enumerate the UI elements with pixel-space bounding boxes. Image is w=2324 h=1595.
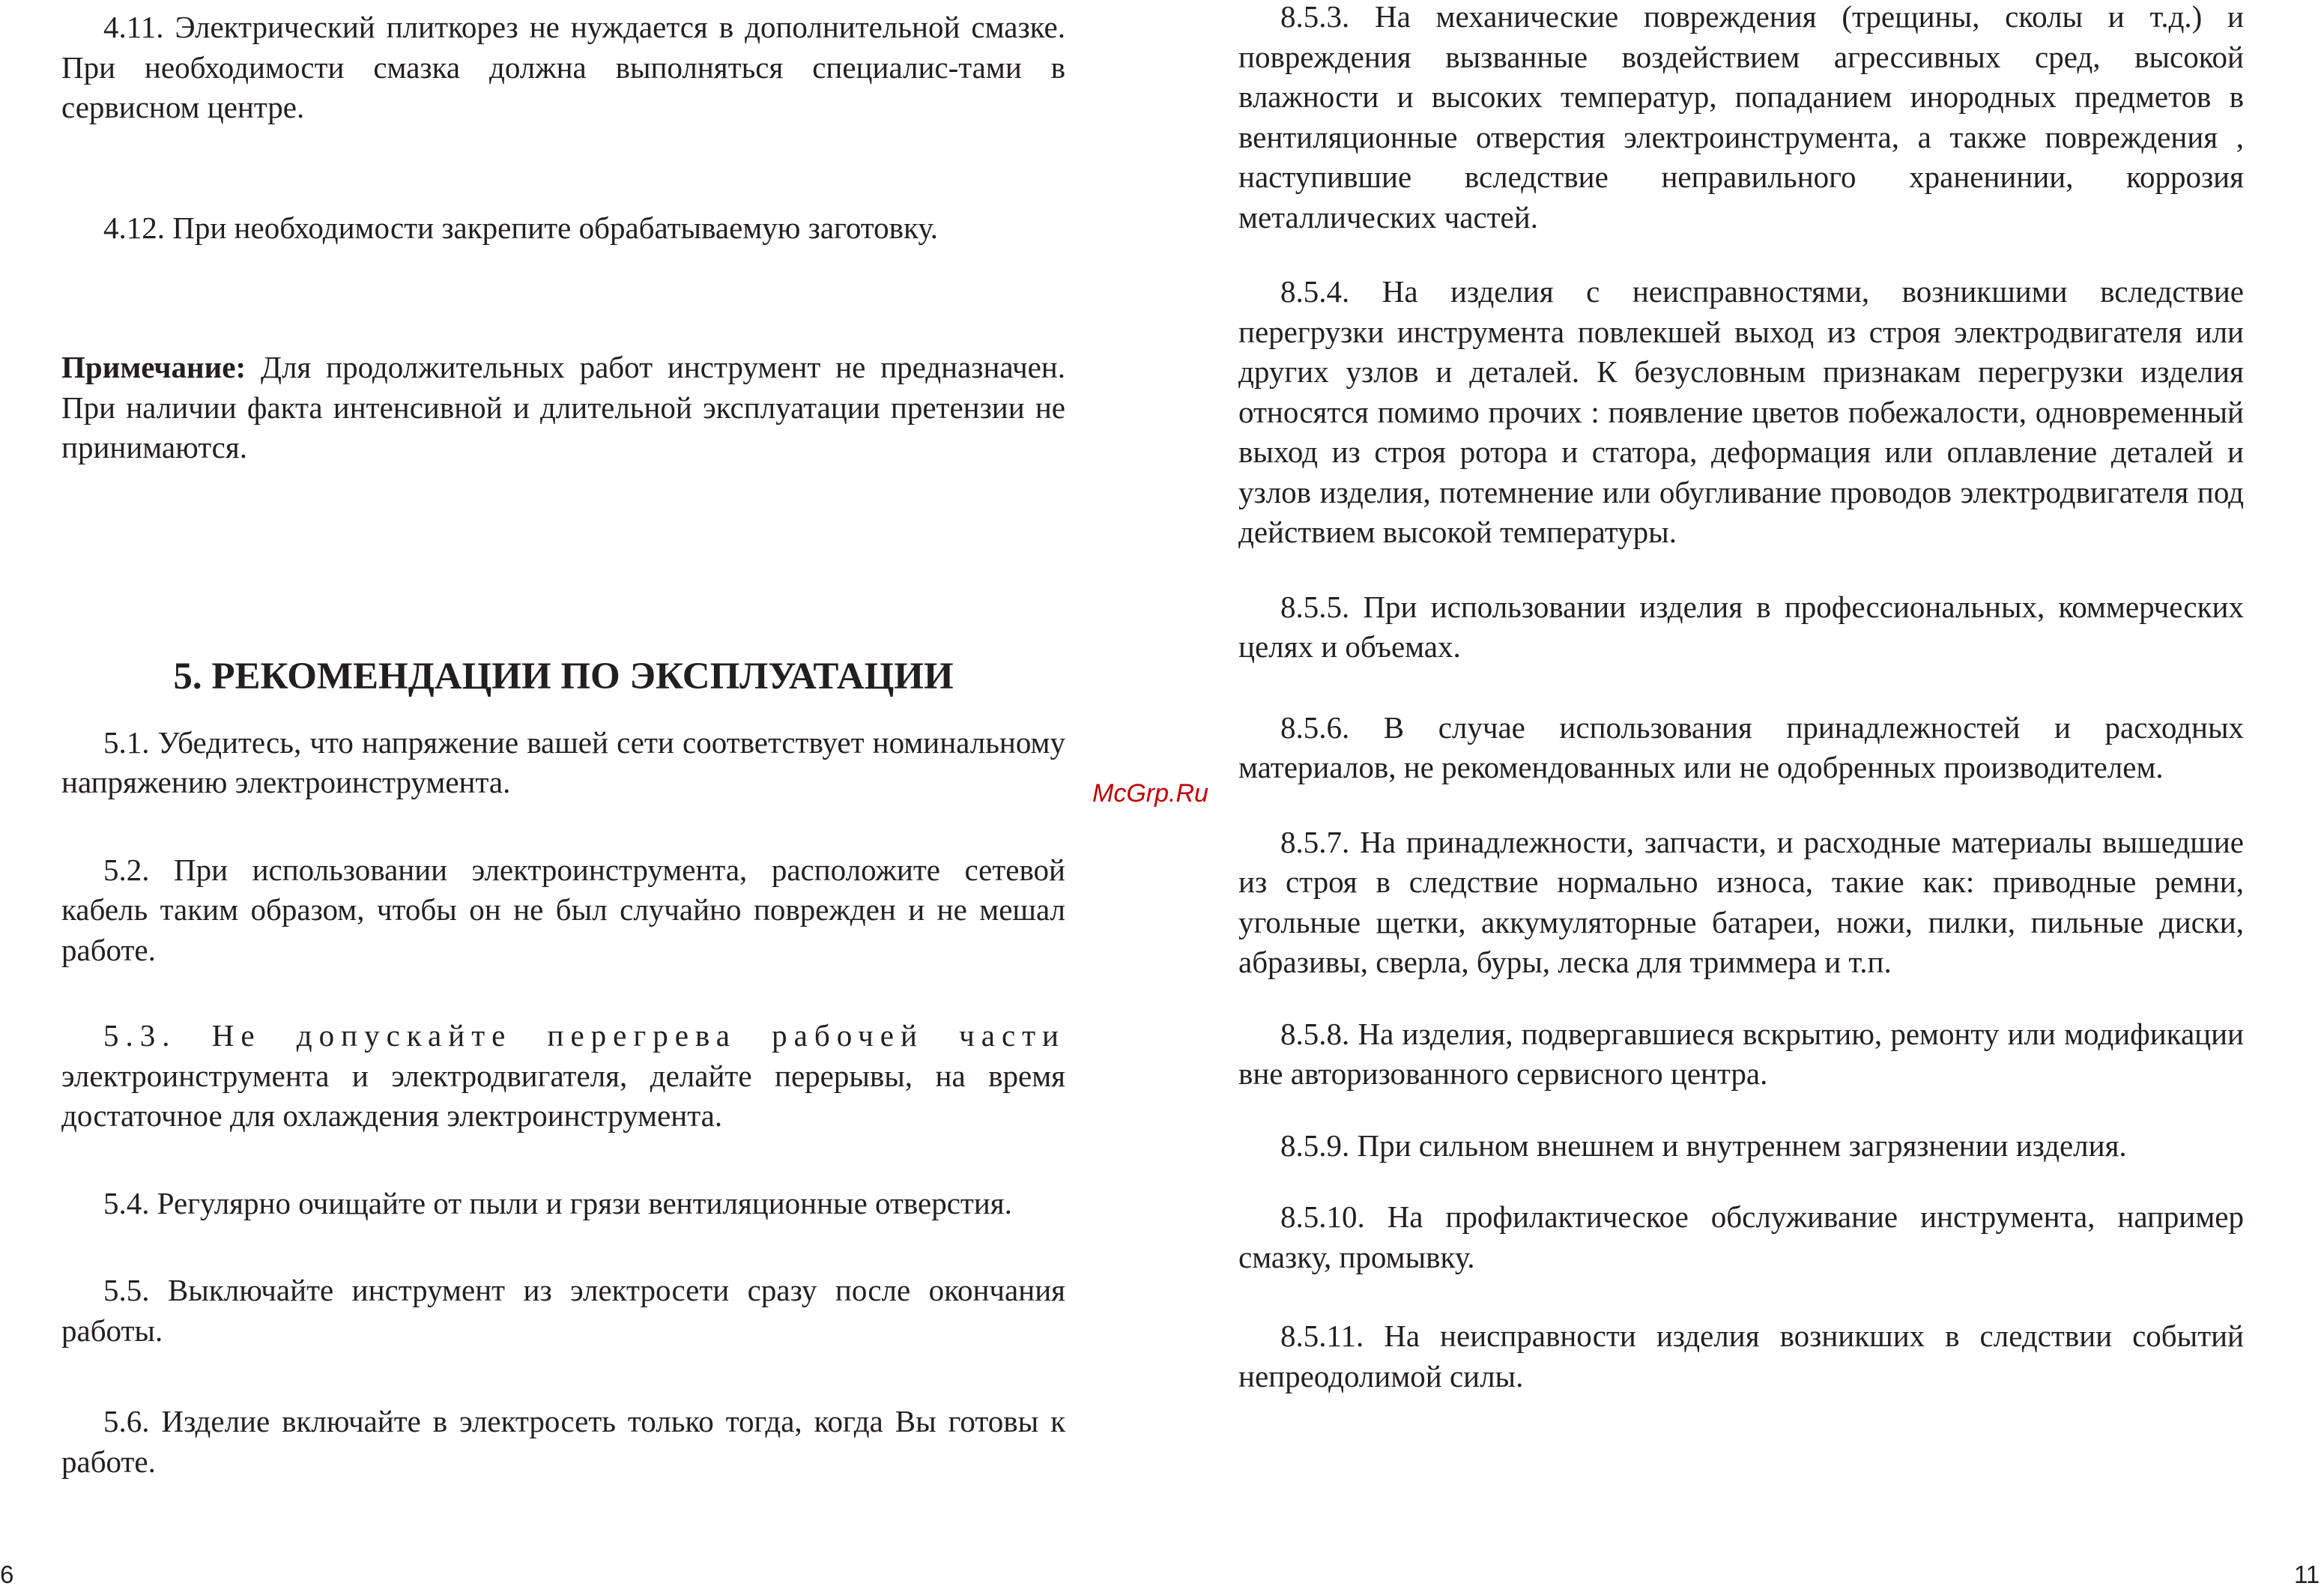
paragraph-5-3 [61,1016,1065,1137]
paragraph-8-5-7: 8.5.7. На принадлежности, запчасти, и расходные материалы вышедшие из строя в следствие нормально износа, такие как: приводные ремни, угольные щетки, аккумуляторные батареи, ножи, пилки, пильные диски, абразивы, сверла, буры, леска для триммера и т.п. [1238,824,2244,979]
page-number-right: 11 [2294,1561,2320,1588]
paragraph-8-5-6: 8.5.6. В случае использования принадлежностей и расходных материалов, не рекомендованных или не одобренных производителем. [1238,709,2244,784]
paragraph-8-5-11: 8.5.11. На неисправности изделия возникших в следствии событий непреодолимой силы. [1238,1319,2244,1393]
note-label: Примечание: [61,350,246,384]
paragraph-5-3-first-line: 5.3. Не допускайте перегрева рабочей части [103,1018,1065,1053]
paragraph-8-5-3: 8.5.3. На механические повреждения (трещины, сколы и т.д.) и повреждения вызванные воздействием агрессивных сред, высокой влажности и высоких температур, попаданием инородных предметов в вентиляционные отверстия электроинструмента, а также повреждения , наступившие вследствие неправильного храненинии, коррозия металлических частей. [1238,0,2244,234]
page-number-left: 6 [0,1561,14,1588]
note-paragraph [61,348,1065,468]
paragraph-5-1: 5.1. Убедитесь, что напряжение вашей сети соответствует номинальному напряжению электроинструмента. [61,724,1065,799]
section-title: 5. РЕКОМЕНДАЦИИ ПО ЭКСПЛУАТАЦИИ [173,655,954,697]
paragraph-8-5-8: 8.5.8. На изделия, подвергавшиеся вскрытию, ремонту или модификации вне авторизованного сервисного центра. [1238,1016,2244,1091]
paragraph-5-4: 5.4. Регулярно очищайте от пыли и грязи вентиляционные отверстия. [103,1185,1012,1220]
paragraph-8-5-10: 8.5.10. На профилактическое обслуживание инструмента, например смазку, промывку. [1238,1199,2244,1274]
left-page [61,0,1065,1482]
paragraph-5-6: 5.6. Изделие включайте в электросеть только тогда, когда Вы готовы к работе. [61,1404,1065,1479]
right-page [1238,0,2244,1396]
note-text: Для продолжительных работ инструмент не предназначен. При наличии факта интенсивной и длительной эксплуатации претензии не принимаются. [61,350,1065,464]
paragraph-5-5: 5.5. Выключайте инструмент из электросети сразу после окончания работы. [61,1273,1065,1348]
paragraph-4-12: 4.12. При необходимости закрепите обрабатываемую заготовку. [103,210,939,245]
paragraph-8-5-4: 8.5.4. На изделия с неисправностями, возникшими вследствие перегрузки инструмента повлекшей выход из строя электродвигателя или других узлов и деталей. К безусловным признакам перегрузки изделия относятся помимо прочих : появление цветов побежалости, одновременный выход из строя ротора и статора, деформация или оплавление деталей и узлов изделия, потемнение или обугливание проводов электродвигателя под действием высокой температуры. [1238,274,2244,549]
paragraph-8-5-9: 8.5.9. При сильном внешнем и внутреннем загрязнении изделия. [1280,1128,2127,1163]
paragraph-4-11: 4.11. Электрический плиткорез не нуждается в дополнительной смазке. При необходимости смазка должна выполняться специалис-тами в сервисном центре. [61,10,1065,124]
watermark-text[interactable]: McGrp.Ru [1092,779,1208,808]
paragraph-5-2: 5.2. При использовании электроинструмента, расположите сетевой кабель таким образом, чтобы он не был случайно поврежден и не мешал работе. [61,852,1065,967]
paragraph-8-5-5: 8.5.5. При использовании изделия в профессиональных, коммерческих целях и объемах. [1238,589,2244,664]
paragraph-5-3-rest: электроинструмента и электродвигателя, делайте перерывы, на время достаточное для охлаждения электроинструмента. [61,1058,1065,1133]
